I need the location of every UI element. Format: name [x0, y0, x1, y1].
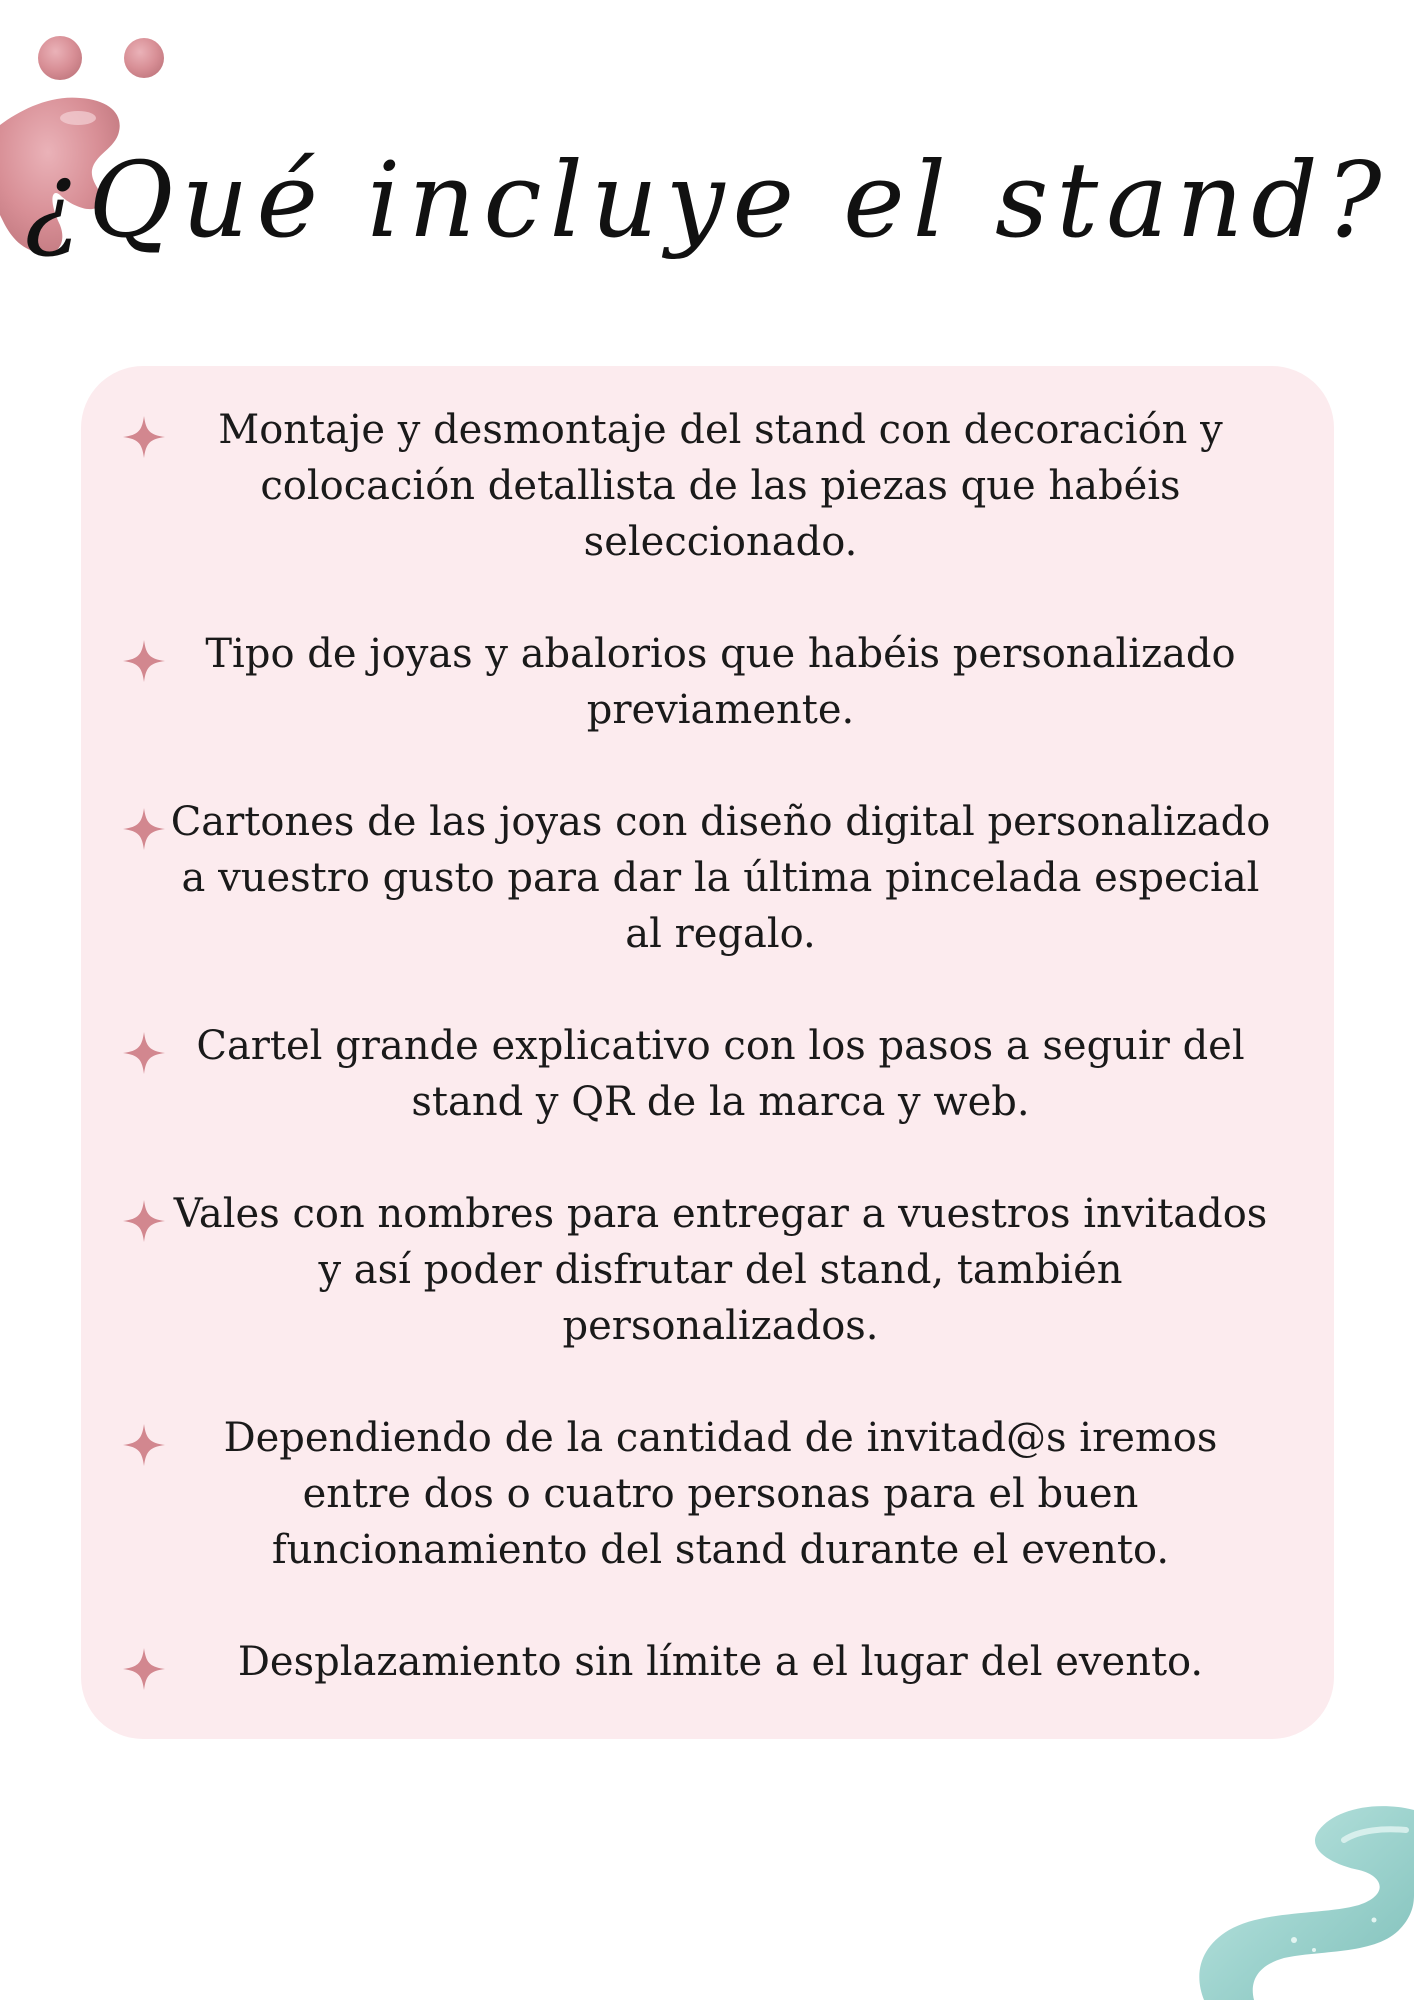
teal-paint-stroke-decoration — [1144, 1800, 1414, 2000]
list-item-text: Tipo de joyas y abalorios que habéis personalizado previamente. — [205, 631, 1236, 733]
sparkle-icon — [121, 1422, 167, 1468]
list-item-text: Vales con nombres para entregar a vuestros invitados y así poder disfrutar del stand, también personalizados. — [173, 1191, 1268, 1349]
list-item-text: Montaje y desmontaje del stand con decoración y colocación detallista de las piezas que habéis seleccionado. — [218, 407, 1223, 565]
sparkle-icon — [121, 638, 167, 684]
inclusions-card — [81, 366, 1334, 1739]
list-item — [121, 1634, 1274, 1692]
page-title: ¿Qué incluye el stand? — [24, 139, 1390, 261]
sparkle-icon — [121, 414, 167, 460]
list-item-text: Dependiendo de la cantidad de invitad@s iremos entre dos o cuatro personas para el buen funcionamiento del stand durante el evento. — [223, 1415, 1218, 1573]
list-item-text: Cartel grande explicativo con los pasos a seguir del stand y QR de la marca y web. — [196, 1023, 1245, 1125]
list-item — [121, 1018, 1274, 1130]
list-item — [121, 794, 1274, 962]
sparkle-icon — [121, 806, 167, 852]
sparkle-icon — [121, 1030, 167, 1076]
list-item — [121, 402, 1274, 570]
sparkle-icon — [121, 1198, 167, 1244]
list-item — [121, 626, 1274, 738]
list-item-text: Cartones de las joyas con diseño digital personalizado a vuestro gusto para dar la última pincelada especial al regalo. — [170, 799, 1271, 957]
list-item — [121, 1410, 1274, 1578]
sparkle-icon — [121, 1646, 167, 1692]
list-item-text: Desplazamiento sin límite a el lugar del evento. — [237, 1639, 1204, 1685]
list-item — [121, 1186, 1274, 1354]
